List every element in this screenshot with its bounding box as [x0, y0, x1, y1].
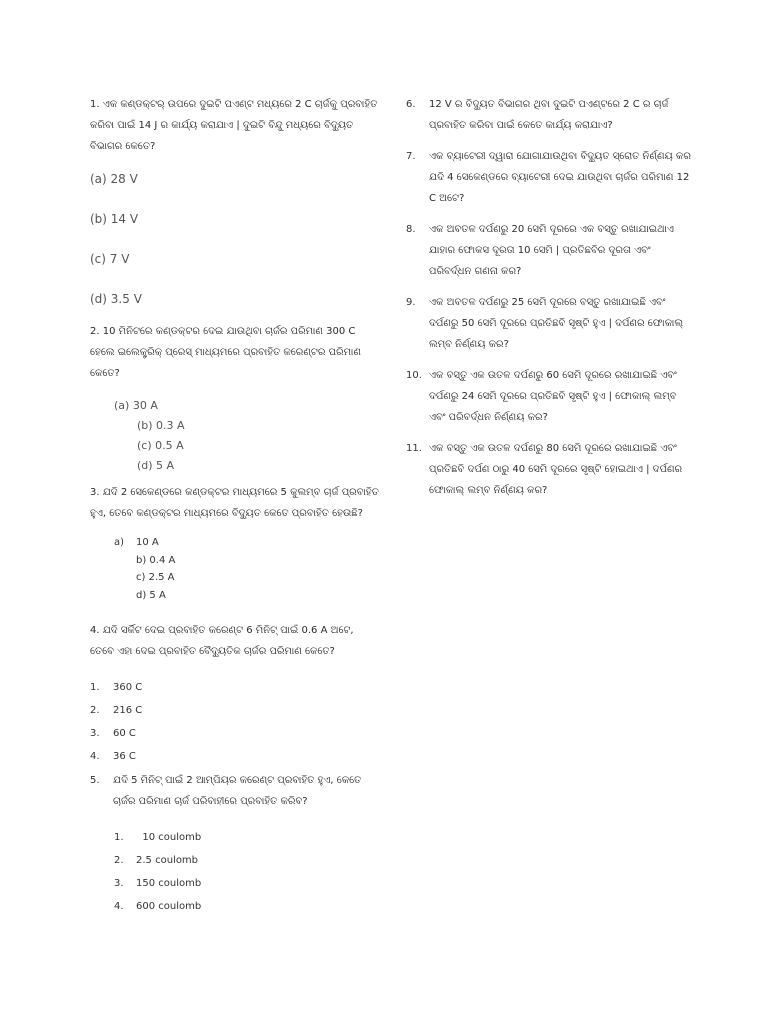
question-11-number: 11.	[406, 443, 422, 454]
question-8-number: 8.	[406, 224, 416, 235]
question-9-text: ଏକ ଅବତଳ ଦର୍ପଣରୁ 25 ସେମି ଦୂରରେ ବସ୍ତୁ ରଖାଯାଇଛି ଏବଂ ଦର୍ପଣରୁ 50 ସେମି ଦୂରରେ ପ୍ରତିଛବି ସୃଷ୍ଟି ହୁଏ | ଦର୍ପଣର ଫୋକାଲ୍ ଲମ୍ବ ନିର୍ଣ୍ଣୟ କର?	[429, 297, 684, 350]
q5-option-4-text: 600 coulomb	[136, 901, 202, 912]
question-9	[406, 292, 696, 355]
q4-option-1-text: 360 C	[113, 682, 143, 693]
q3-option-d: d) 5 A	[136, 589, 166, 601]
q5-option-3	[114, 872, 380, 895]
q4-option-1-number: 1.	[90, 682, 100, 693]
q4-option-2-text: 216 C	[113, 705, 143, 716]
q1-option-a: (a) 28 V	[90, 172, 138, 186]
q2-option-d: (d) 5 A	[137, 459, 175, 472]
q2-option-c: (c) 0.5 A	[137, 439, 184, 452]
q4-option-4-text: 36 C	[113, 751, 136, 762]
question-3-text: 3. ଯଦି 2 ସେକେଣ୍ଡରେ କଣ୍ଡକ୍ଟର ମାଧ୍ୟମରେ 5 କୁଲମ୍ବ ଚାର୍ଜ ପ୍ରବାହିତ ହୁଏ, ତେବେ କଣ୍ଡକ୍ଟର ମାଧ୍ୟମରେ ବିଦ୍ୟୁତ କେତେ ପ୍ରବାହିତ ହେଉଛି?	[90, 487, 379, 519]
question-2-options	[90, 396, 380, 476]
q3-marker-a: a)	[114, 537, 125, 548]
question-2-text: 2. 10 ମିନିଟରେ କଣ୍ଡକ୍ଟର ଦେଇ ଯାଉଥିବା ଚାର୍ଜର ପରିମାଣ 300 C ହେଲେ ଇଲେକ୍ଟ୍ରିକ୍ ପ୍ରେସ୍ ମାଧ୍ୟମରେ ପ୍ରବାହିତ କରେଣ୍ଟର ପରିମାଣ କେତେ?	[90, 326, 362, 379]
right-column	[406, 94, 696, 501]
left-column	[90, 94, 380, 918]
question-7-text: ଏକ ବ୍ୟାଟେରୀ ଦ୍ୱାରା ଯୋଗାଯାଉଥିବା ବିଦ୍ୟୁତ ସ୍ରୋତ ନିର୍ଣ୍ଣୟ କର ଯଦି 4 ସେକେଣ୍ଡରେ ବ୍ୟାଟେରୀ ଦେଇ ଯାଉଥିବା ଚାର୍ଜର ପରିମାଣ 12 C ଅଟେ?	[429, 151, 691, 204]
q4-option-4-number: 4.	[90, 751, 100, 762]
q3-option-b: b) 0.4 A	[136, 554, 176, 566]
question-6-number: 6.	[406, 99, 416, 110]
question-6-text: 12 V ର ବିଦ୍ୟୁତ ବିଭାଗର ଥିବା ଦୁଇଟି ପଏଣ୍ଟରେ 2 C ର ଚାର୍ଜ ପ୍ରବାହିତ କରିବା ପାଇଁ କେତେ କାର୍ଯ୍ୟ କରାଯାଏ?	[429, 99, 669, 131]
q5-option-1	[114, 826, 380, 849]
q4-option-2	[90, 699, 380, 722]
question-8	[406, 219, 696, 282]
q5-option-2-text: 2.5 coulomb	[136, 855, 199, 866]
q2-option-a: (a) 30 A	[114, 399, 158, 412]
q4-option-3-number: 3.	[90, 728, 100, 739]
question-10-number: 10.	[406, 370, 422, 381]
q5-option-2	[114, 849, 380, 872]
question-10-text: ଏକ ବସ୍ତୁ ଏକ ଉତଳ ଦର୍ପଣରୁ 60 ସେମି ଦୂରରେ ରଖାଯାଇଛି ଏବଂ ଦର୍ପଣରୁ 24 ସେମି ଦୂରରେ ପ୍ରତିଛବି ସୃଷ୍ଟି ହୁଏ | ଫୋକାଲ୍ ଲମ୍ବ ଏବଂ ପରିବର୍ଦ୍ଧନ ନିର୍ଣ୍ଣୟ କର?	[429, 370, 677, 423]
question-5-number: 5.	[90, 775, 100, 786]
q3-option-a: 10 A	[136, 537, 159, 548]
q4-option-1	[90, 676, 380, 699]
q5-option-2-number: 2.	[114, 855, 124, 866]
q4-option-4	[90, 745, 380, 768]
question-3-options	[90, 534, 380, 604]
q5-option-4	[114, 895, 380, 918]
q4-option-2-number: 2.	[90, 705, 100, 716]
q5-option-1-text: 10 coulomb	[136, 832, 202, 843]
q1-option-d: (d) 3.5 V	[90, 292, 142, 306]
q5-option-4-number: 4.	[114, 901, 124, 912]
question-8-text: ଏକ ଅବତଳ ଦର୍ପଣରୁ 20 ସେମି ଦୂରରେ ଏକ ବସ୍ତୁ ରଖାଯାଇଥାଏ ଯାହାର ଫୋକସ ଦୂରତା 10 ସେମି | ପ୍ରତିଛବିର ଦୂରତା ଏବଂ ପରିବର୍ଦ୍ଧନ ଗଣନା କର?	[429, 224, 674, 277]
question-1-text: 1. ଏକ କଣ୍ଡକ୍ଟର୍ ଉପରେ ଦୁଇଟି ପଏଣ୍ଟ ମଧ୍ୟରେ 2 C ଚାର୍ଜକୁ ପ୍ରବାହିତ କରିବା ପାଇଁ 14 J ର କାର୍ଯ୍ୟ କରାଯାଏ | ଦୁଇଟି ବିନ୍ଦୁ ମଧ୍ୟରେ ବିଦ୍ୟୁତ ବିଭାଗର କେତେ?	[90, 99, 378, 152]
question-6	[406, 94, 696, 136]
question-11-text: ଏକ ବସ୍ତୁ ଏକ ଉତଳ ଦର୍ପଣରୁ 80 ସେମି ଦୂରରେ ରଖାଯାଇଛି ଏବଂ ପ୍ରତିଛବି ଦର୍ପଣ ଠାରୁ 40 ସେମି ଦୂରରେ ସୃଷ୍ଟି ହୋଇଥାଏ | ଦର୍ପଣର ଫୋକାଲ୍ ଲମ୍ବ ନିର୍ଣ୍ଣୟ କର?	[429, 443, 683, 496]
question-7-number: 7.	[406, 151, 416, 162]
q3-option-c: c) 2.5 A	[136, 572, 175, 583]
question-4-options	[90, 676, 380, 768]
q2-option-b: (b) 0.3 A	[137, 419, 185, 432]
question-5	[90, 770, 380, 812]
question-10	[406, 365, 696, 428]
question-7	[406, 146, 696, 209]
question-5-text: ଯଦି 5 ମିନିଟ୍ ପାଇଁ 2 ଆମ୍ପିୟର କରେଣ୍ଟ ପ୍ରବାହିତ ହୁଏ, କେତେ ଚାର୍ଜର ପରିମାଣ ଚାର୍ଜ ପରିବାହୀରେ ପ୍ରବାହିତ କରିବ?	[113, 775, 362, 807]
question-9-number: 9.	[406, 297, 416, 308]
q4-option-3	[90, 722, 380, 745]
question-5-options	[90, 826, 380, 918]
q1-option-b: (b) 14 V	[90, 212, 139, 226]
question-11	[406, 438, 696, 501]
q1-option-c: (c) 7 V	[90, 252, 130, 266]
q5-option-3-number: 3.	[114, 878, 124, 889]
question-1-options	[90, 171, 380, 307]
q5-option-1-number: 1.	[114, 832, 124, 843]
q4-option-3-text: 60 C	[113, 728, 136, 739]
question-4-text: 4. ଯଦି ସର୍କିଟ ଦେଇ ପ୍ରବାହିତ କରେଣ୍ଟ 6 ମିନିଟ୍ ପାଇଁ 0.6 A ଅଟେ, ତେବେ ଏହା ଦେଇ ପ୍ରବାହିତ ବୈଦ୍ୟୁତିକ ଚାର୍ଜର ପରିମାଣ କେତେ?	[90, 625, 354, 657]
q5-option-3-text: 150 coulomb	[136, 878, 202, 889]
